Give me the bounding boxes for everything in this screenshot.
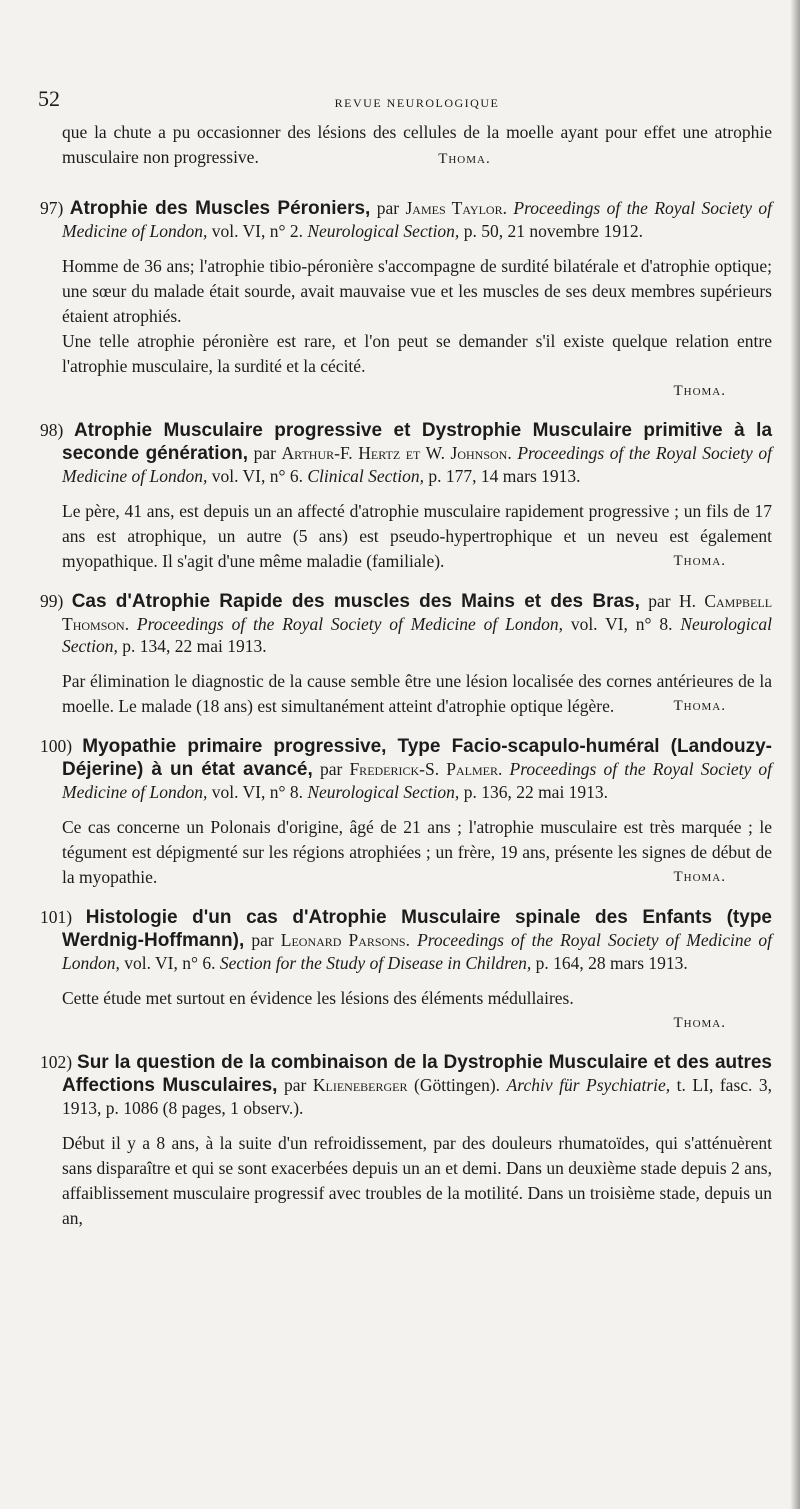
entry-paragraph: Cette étude met surtout en évidence les lésions des éléments médullaires. <box>62 988 574 1008</box>
entry-title: Atrophie des Muscles Péroniers, <box>69 198 371 219</box>
entry-citation: Proceedings of the Royal Society of Medicine of London, <box>62 198 773 241</box>
entry-author: H. Campbell Thomson. <box>62 591 773 634</box>
entry-author: Klieneberger <box>312 1075 408 1095</box>
intro-paragraph <box>62 120 772 171</box>
abstract-entry-100 <box>40 735 773 890</box>
entry-title: Myopathie primaire progressive, Type Facio-scapulo-huméral (Landouzy-Déjerine) à un état avancé, <box>62 736 772 780</box>
entry-author: Arthur-F. Hertz et W. Johnson. <box>281 443 512 463</box>
entry-paragraph <box>62 669 772 719</box>
entry-citation: Archiv für Psychiatrie, <box>506 1075 671 1095</box>
entry-paragraph-text: Ce cas concerne un Polonais d'origine, âgé de 21 ans ; l'atrophie musculaire est très marquée ; le tégument est dépigmenté sur les régions atrophiées ; un frère, 19 ans, présente les signes de début de la myopathie. <box>62 817 772 887</box>
entry-ref: vol. VI, n° 8. <box>211 782 303 802</box>
entry-heading <box>40 197 773 242</box>
entry-by: par <box>319 759 343 779</box>
entry-section: Clinical Section, <box>307 466 424 486</box>
entry-signature: Thoma. <box>673 553 726 569</box>
entry-number: 100) <box>40 736 73 756</box>
entry-paragraph <box>62 815 772 890</box>
entry-citation: Proceedings of the Royal Society of Medicine of London, <box>62 759 773 802</box>
entry-citation: Proceedings of the Royal Society of Medicine of London, <box>62 443 773 486</box>
entry-pages: p. 177, 14 mars 1913. <box>428 466 581 486</box>
entry-author: James Taylor. <box>405 198 507 218</box>
entry-pages: p. 136, 22 mai 1913. <box>463 782 609 802</box>
entry-paragraph: Une telle atrophie péronière est rare, et l'on peut se demander s'il existe quelque relation entre l'atrophie musculaire, la surdité et la cécité. <box>62 331 772 376</box>
entry-affiliation: (Göttingen). <box>414 1075 501 1095</box>
entry-number: 97) <box>40 198 64 218</box>
entry-paragraph: Début il y a 8 ans, à la suite d'un refroidissement, par des douleurs rhumatoïdes, qui s'atténuèrent sans disparaître et qui se sont exacerbées depuis un an et demi. Dans un deuxième stade depuis 2 ans, affaiblissement musculaire progressif avec troubles de la motilité. Dans un troisième stade, depuis un an, <box>62 1133 772 1228</box>
entry-heading <box>40 590 773 657</box>
entry-pages: p. 134, 22 mai 1913. <box>122 636 267 656</box>
entry-section: Neurological Section, <box>307 221 460 241</box>
running-title: REVUE NEUROLOGIQUE <box>334 96 500 110</box>
entry-by: par <box>283 1075 307 1095</box>
entry-number: 98) <box>40 420 64 440</box>
entry-title: Atrophie Musculaire progressive et Dystrophie Musculaire primitive à la seconde génération, <box>62 420 773 464</box>
entry-author: Frederick-S. Palmer. <box>349 759 503 779</box>
entry-signature: Thoma. <box>673 698 726 714</box>
entry-signature: Thoma. <box>673 383 726 399</box>
abstract-entry-101 <box>40 906 773 1035</box>
intro-text: que la chute a pu occasionner des lésions des cellules de la moelle ayant pour effet une atrophie musculaire non progressive. <box>62 122 772 167</box>
entry-title: Histologie d'un cas d'Atrophie Musculaire spinale des Enfants (type Werdnig-Hoffmann), <box>62 907 772 951</box>
entry-by: par <box>251 930 274 950</box>
entry-author: Leonard Parsons. <box>280 930 410 950</box>
entry-number: 102) <box>40 1052 73 1072</box>
entry-ref: t. LI, fasc. 3, 1913, p. 1086 (8 pages, 1 observ.). <box>62 1075 773 1118</box>
entry-heading <box>40 419 773 487</box>
entry-ref: vol. VI, n° 8. <box>570 614 673 634</box>
entry-number: 99) <box>40 591 64 611</box>
intro-signature: Thoma. <box>438 151 491 167</box>
entry-number: 101) <box>40 907 73 927</box>
entry-citation: Proceedings of the Royal Society of Medicine of London, <box>136 614 563 634</box>
entry-ref: vol. VI, n° 6. <box>124 953 216 973</box>
page-edge-shadow <box>790 0 800 1509</box>
entry-ref: vol. VI, n° 6. <box>211 466 303 486</box>
entry-heading <box>40 1051 773 1119</box>
entry-heading <box>40 906 773 974</box>
entry-paragraph: Homme de 36 ans; l'atrophie tibio-péronière s'accompagne de surdité bilatérale et d'atrophie optique; une sœur du malade était sourde, avait mauvaise vue et les muscles de ses deux membres supérieurs étaient atrophiés. <box>62 256 772 326</box>
entry-paragraph <box>62 499 772 574</box>
entry-by: par <box>376 198 400 218</box>
entry-section: Section for the Study of Disease in Children, <box>219 953 532 973</box>
entry-pages: p. 164, 28 mars 1913. <box>535 953 688 973</box>
abstract-entry-98 <box>40 419 773 574</box>
entry-signature: Thoma. <box>673 869 726 885</box>
entry-citation: Proceedings of the Royal Society of Medicine of London, <box>62 930 773 973</box>
entry-section: Neurological Section, <box>307 782 460 802</box>
page-header <box>38 84 772 112</box>
entry-by: par <box>648 591 671 611</box>
entry-paragraph-text: Par élimination le diagnostic de la cause semble être une lésion localisée des cornes antérieures de la moelle. Le malade (18 ans) est simultanément atteint d'atrophie optique légère. <box>62 671 772 716</box>
entry-title: Cas d'Atrophie Rapide des muscles des Mains et des Bras, <box>71 591 640 612</box>
abstract-entry-97 <box>40 197 773 403</box>
entry-by: par <box>253 443 276 463</box>
abstract-entry-99 <box>40 590 773 719</box>
page-number: 52 <box>38 86 60 111</box>
entry-section: Neurological Section, <box>62 614 773 656</box>
entry-title: Sur la question de la combinaison de la Dystrophie Musculaire et des autres Affections Musculaires, <box>62 1052 772 1096</box>
entry-ref: vol. VI, n° 2. <box>211 221 303 241</box>
entry-heading <box>40 735 773 803</box>
entry-pages: p. 50, 21 novembre 1912. <box>463 221 644 241</box>
entry-paragraph-text: Le père, 41 ans, est depuis un an affecté d'atrophie musculaire rapidement progressive ; un fils de 17 ans est atrophique, un autre (5 ans) est pseudo-hypertrophique et un neveu est également myopathique. Il s'agit d'une même maladie (familiale). <box>62 501 772 571</box>
entry-signature: Thoma. <box>673 1015 726 1031</box>
abstract-entry-102 <box>40 1051 773 1231</box>
